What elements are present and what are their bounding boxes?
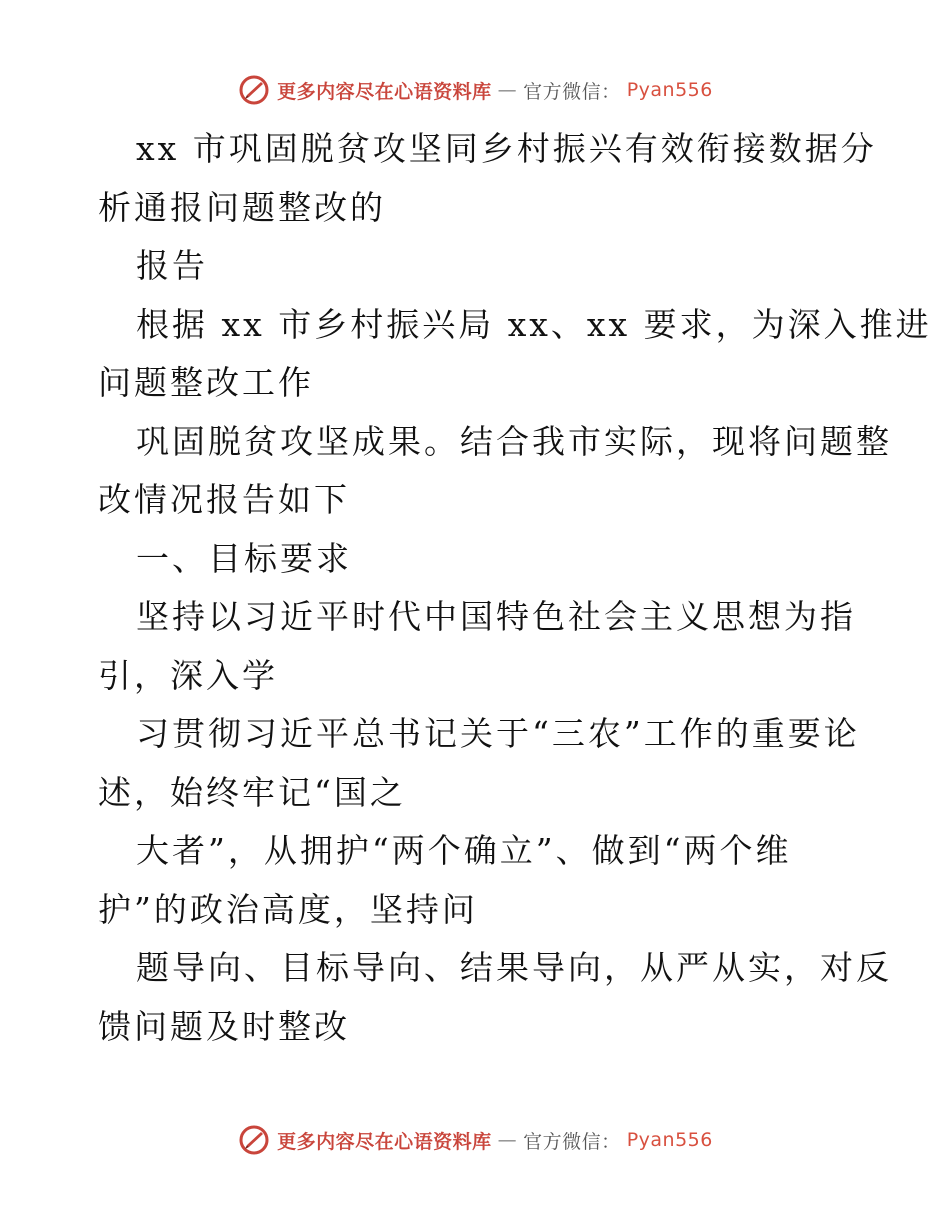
paragraph-line: 根据 xx 市乡村振兴局 xx、xx 要求，为深入推进: [136, 304, 932, 344]
paragraph-line: 习贯彻习近平总书记关于“三农”工作的重要论: [136, 714, 860, 753]
watermark-label: 官方微信：: [523, 1130, 621, 1153]
title-line-1: xx 市巩固脱贫攻坚同乡村振兴有效衔接数据分: [136, 129, 877, 168]
header-watermark: [0, 70, 950, 110]
paragraph-line: 述，始终牢记“国之: [98, 772, 406, 812]
footer-watermark: [0, 1120, 950, 1160]
watermark-dash: —: [497, 1129, 518, 1151]
watermark-wechat-id: Pyan556: [626, 1129, 713, 1151]
paragraph-line: 问题整改工作: [98, 363, 314, 402]
section-heading: 一、目标要求: [136, 538, 352, 578]
document-body: [98, 120, 932, 1056]
paragraph-line: 巩固脱贫攻坚成果。结合我市实际，现将问题整: [136, 421, 892, 461]
paragraph-line: 护”的政治高度，坚持问: [98, 889, 478, 929]
watermark-main-text: 更多内容尽在心语资料库: [277, 1130, 492, 1153]
paragraph-line: 大者”，从拥护“两个确立”、做到“两个维: [136, 831, 792, 870]
paragraph-line: 改情况报告如下: [98, 480, 350, 519]
paragraph-line: 坚持以习近平时代中国特色社会主义思想为指: [136, 597, 856, 636]
watermark-dash: —: [497, 79, 518, 101]
brush-logo-icon: [237, 1123, 271, 1157]
paragraph-line: 引，深入学: [98, 655, 278, 695]
title-line-3: 报告: [136, 246, 208, 285]
watermark-label: 官方微信：: [523, 80, 621, 103]
paragraph-line: 题导向、目标导向、结果导向，从严从实，对反: [136, 948, 892, 987]
title-line-2: 析通报问题整改的: [98, 187, 386, 227]
paragraph-line: 馈问题及时整改: [98, 1006, 350, 1046]
watermark-main-text: 更多内容尽在心语资料库: [277, 80, 492, 103]
brush-logo-icon: [237, 73, 271, 107]
watermark-wechat-id: Pyan556: [626, 79, 713, 101]
